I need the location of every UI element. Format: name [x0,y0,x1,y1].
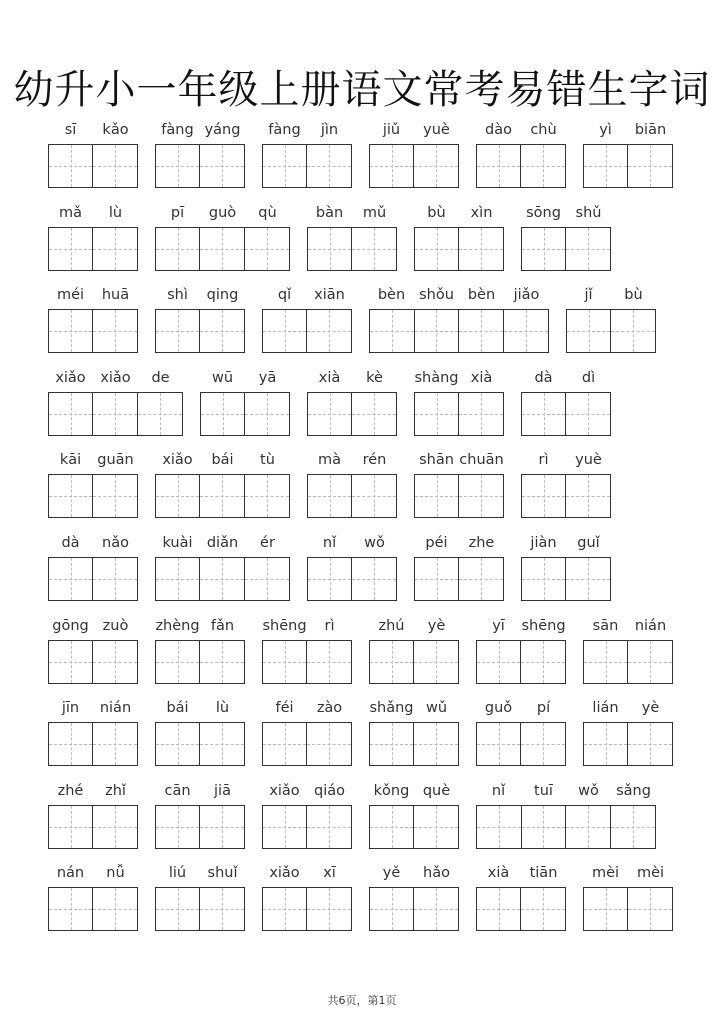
writing-box[interactable] [476,640,566,684]
writing-box[interactable] [155,557,290,601]
tian-grid-cell[interactable] [370,145,414,187]
pinyin-syllable: zhe [468,535,495,551]
writing-box[interactable] [521,392,611,436]
tian-grid-cell[interactable] [93,558,137,600]
tian-grid-cell[interactable] [415,228,459,270]
tian-grid-cell[interactable] [200,723,244,765]
tian-grid-cell[interactable] [352,558,396,600]
pinyin-syllable: jiā [214,782,231,799]
tian-grid-cell[interactable] [567,310,611,352]
pinyin-syllable: biān [634,122,667,138]
tian-grid-cell[interactable] [477,145,521,187]
word-row [0,535,724,615]
writing-box[interactable] [262,722,352,766]
writing-box[interactable] [521,474,611,518]
pinyin-syllable: fàng [268,122,301,138]
word-row [0,452,724,532]
writing-box[interactable] [369,640,459,684]
tian-grid-cell[interactable] [414,641,458,683]
pinyin-syllable: bái [166,700,189,717]
tian-grid-cell[interactable] [521,145,565,187]
tian-grid-cell[interactable] [307,145,351,187]
pinyin-syllable: nǐ [322,535,337,551]
tian-grid-cell[interactable] [201,393,245,435]
writing-box[interactable] [369,309,549,353]
writing-box[interactable] [369,144,459,188]
writing-box[interactable] [155,640,245,684]
writing-box[interactable] [414,474,504,518]
tian-grid-cell[interactable] [566,806,611,848]
pinyin-syllable: nǚ [106,865,125,882]
tian-grid-cell[interactable] [477,641,521,683]
writing-box[interactable] [48,392,183,436]
pinyin-syllable: dà [534,369,553,386]
pinyin-syllable: xiān [314,287,345,304]
pinyin-syllable: tiān [529,865,558,882]
tian-grid-cell[interactable] [307,310,351,352]
tian-grid-cell[interactable] [245,228,289,270]
pinyin-syllable: zhú [378,617,405,634]
tian-grid-cell[interactable] [308,393,352,435]
page-footer: 共6页，第1页 [327,994,397,1007]
tian-grid-cell[interactable] [156,145,200,187]
pinyin-syllable: shuǐ [207,865,238,882]
tian-grid-cell[interactable] [477,806,522,848]
writing-box[interactable] [307,392,397,436]
tian-grid-cell[interactable] [156,806,200,848]
tian-grid-cell[interactable] [370,641,414,683]
tian-grid-cell[interactable] [521,723,565,765]
pinyin-syllable: diǎn [206,535,239,551]
tian-grid-cell[interactable] [156,888,200,930]
tian-grid-cell[interactable] [200,641,244,683]
pinyin-syllable: guān [97,452,134,469]
word-row [0,865,724,945]
writing-box[interactable] [155,887,245,931]
tian-grid-cell[interactable] [414,145,458,187]
pinyin-syllable: yuè [575,452,602,469]
word-row [0,287,724,367]
pinyin-syllable: yáng [204,122,241,138]
tian-grid-cell[interactable] [263,888,307,930]
tian-grid-cell[interactable] [611,310,655,352]
pinyin-syllable: shǒu [419,287,454,304]
pinyin-syllable: sān [592,617,619,634]
tian-grid-cell[interactable] [370,806,414,848]
pinyin-syllable: bèn [467,287,496,304]
pinyin-syllable: yì [599,122,612,138]
tian-grid-cell[interactable] [370,723,414,765]
pinyin-syllable: sī [64,122,77,138]
pinyin-syllable: péi [425,535,448,551]
pinyin-syllable: chù [530,122,557,138]
writing-box[interactable] [521,227,611,271]
writing-box[interactable] [48,227,138,271]
writing-box[interactable] [583,144,673,188]
tian-grid-cell[interactable] [49,806,93,848]
pinyin-syllable: pí [536,700,551,717]
writing-box[interactable] [583,722,673,766]
tian-grid-cell[interactable] [459,310,504,352]
pinyin-syllable: ér [260,535,275,551]
tian-grid-cell[interactable] [200,310,244,352]
writing-box[interactable] [476,805,656,849]
pinyin-syllable: jiàn [530,535,557,551]
pinyin-syllable: bèn [377,287,406,304]
tian-grid-cell[interactable] [49,641,93,683]
pinyin-syllable: rén [362,452,387,469]
writing-box[interactable] [414,557,504,601]
tian-grid-cell[interactable] [566,393,610,435]
tian-grid-cell[interactable] [459,475,503,517]
pinyin-syllable: méi [56,287,85,304]
word-row [0,783,724,863]
writing-box[interactable] [307,227,397,271]
tian-grid-cell[interactable] [566,228,610,270]
tian-grid-cell[interactable] [522,228,566,270]
pinyin-syllable: mǔ [362,204,387,221]
tian-grid-cell[interactable] [307,641,351,683]
pinyin-syllable: fǎn [210,617,235,634]
tian-grid-cell[interactable] [156,641,200,683]
tian-grid-cell[interactable] [200,806,244,848]
tian-grid-cell[interactable] [522,475,566,517]
pinyin-syllable: qing [206,287,239,304]
tian-grid-cell[interactable] [49,723,93,765]
pinyin-syllable: dì [581,369,596,386]
pinyin-syllable: nǐ [491,782,506,799]
pinyin-syllable: xiǎo [269,865,300,882]
pinyin-syllable: bàn [315,204,344,221]
pinyin-syllable: mèi [591,865,620,882]
pinyin-syllable: fàng [161,122,194,138]
pinyin-syllable: zuò [102,617,129,634]
tian-grid-cell[interactable] [308,558,352,600]
writing-box[interactable] [155,474,290,518]
writing-box[interactable] [476,144,566,188]
tian-grid-cell[interactable] [566,475,610,517]
tian-grid-cell[interactable] [49,145,93,187]
tian-grid-cell[interactable] [521,888,565,930]
writing-box[interactable] [48,722,138,766]
pinyin-syllable: sōng [526,204,561,221]
tian-grid-cell[interactable] [628,145,672,187]
writing-box[interactable] [262,805,352,849]
tian-grid-cell[interactable] [628,888,672,930]
tian-grid-cell[interactable] [522,393,566,435]
tian-grid-cell[interactable] [93,806,137,848]
pinyin-syllable: wǒ [364,535,385,551]
tian-grid-cell[interactable] [459,228,503,270]
pinyin-syllable: xiǎo [162,452,193,469]
pinyin-syllable: gōng [52,617,89,634]
tian-grid-cell[interactable] [415,393,459,435]
pinyin-syllable: xiǎo [55,369,86,386]
tian-grid-cell[interactable] [93,145,137,187]
pinyin-syllable: dà [61,535,80,551]
tian-grid-cell[interactable] [477,888,521,930]
tian-grid-cell[interactable] [414,806,458,848]
tian-grid-cell[interactable] [156,310,200,352]
pinyin-syllable: hǎo [423,865,450,882]
tian-grid-cell[interactable] [49,888,93,930]
writing-box[interactable] [155,227,290,271]
tian-grid-cell[interactable] [245,475,289,517]
page-title: 幼升小一年级上册语文常考易错生字词 [13,67,711,113]
pinyin-syllable: xià [487,865,510,882]
pinyin-syllable: shǔ [575,204,602,221]
pinyin-syllable: jǐ [584,287,593,304]
pinyin-syllable: wǒ [578,782,599,799]
tian-grid-cell[interactable] [138,393,182,435]
tian-grid-cell[interactable] [414,723,458,765]
tian-grid-cell[interactable] [263,723,307,765]
tian-grid-cell[interactable] [584,641,628,683]
word-row [0,370,724,450]
tian-grid-cell[interactable] [156,558,200,600]
pinyin-syllable: sǎng [616,782,651,799]
tian-grid-cell[interactable] [504,310,548,352]
pinyin-syllable: rì [538,452,549,469]
tian-grid-cell[interactable] [307,888,351,930]
pinyin-syllable: guǐ [577,535,600,551]
pinyin-syllable: kè [366,369,383,386]
tian-grid-cell[interactable] [200,145,244,187]
tian-grid-cell[interactable] [93,641,137,683]
tian-grid-cell[interactable] [49,310,93,352]
pinyin-syllable: yè [641,700,660,717]
tian-grid-cell[interactable] [263,806,307,848]
pinyin-syllable: xià [318,369,341,386]
tian-grid-cell[interactable] [352,228,396,270]
pinyin-syllable: kǒng [373,782,410,799]
tian-grid-cell[interactable] [49,393,93,435]
tian-grid-cell[interactable] [156,723,200,765]
tian-grid-cell[interactable] [584,145,628,187]
pinyin-syllable: kuài [162,535,193,551]
pinyin-syllable: yě [382,865,401,882]
pinyin-syllable: wū [211,369,234,386]
writing-box[interactable] [155,309,245,353]
tian-grid-cell[interactable] [459,558,503,600]
writing-box[interactable] [414,392,504,436]
writing-box[interactable] [369,722,459,766]
tian-grid-cell[interactable] [414,888,458,930]
pinyin-syllable: qǐ [277,287,292,304]
pinyin-syllable: mǎ [58,204,82,221]
tian-grid-cell[interactable] [308,475,352,517]
pinyin-syllable: guǒ [484,700,513,717]
writing-box[interactable] [566,309,656,353]
writing-box[interactable] [583,640,673,684]
writing-box[interactable] [583,887,673,931]
pinyin-syllable: shǎng [369,700,414,717]
tian-grid-cell[interactable] [415,310,460,352]
writing-box[interactable] [155,722,245,766]
tian-grid-cell[interactable] [522,558,566,600]
pinyin-syllable: xìn [470,204,493,221]
writing-box[interactable] [476,722,566,766]
pinyin-syllable: liú [168,865,187,882]
pinyin-syllable: bù [624,287,643,304]
writing-box[interactable] [200,392,290,436]
word-row [0,618,724,698]
tian-grid-cell[interactable] [93,393,137,435]
writing-box[interactable] [369,805,459,849]
pinyin-syllable: nǎo [102,535,129,551]
pinyin-syllable: chuān [459,452,504,469]
writing-box[interactable] [48,887,138,931]
tian-grid-cell[interactable] [200,475,244,517]
word-row [0,700,724,780]
tian-grid-cell[interactable] [308,228,352,270]
pinyin-syllable: shēng [262,617,307,634]
pinyin-syllable: huā [101,287,130,304]
writing-box[interactable] [476,887,566,931]
tian-grid-cell[interactable] [370,310,415,352]
writing-box[interactable] [307,557,397,601]
pinyin-syllable: yuè [423,122,450,138]
writing-box[interactable] [155,805,245,849]
tian-grid-cell[interactable] [200,558,244,600]
tian-grid-cell[interactable] [352,475,396,517]
writing-box[interactable] [307,474,397,518]
pinyin-syllable: kāi [59,452,82,469]
tian-grid-cell[interactable] [200,228,244,270]
writing-box[interactable] [262,640,352,684]
pinyin-syllable: nán [56,865,85,882]
writing-box[interactable] [262,309,352,353]
writing-box[interactable] [521,557,611,601]
writing-box[interactable] [48,640,138,684]
tian-grid-cell[interactable] [521,641,565,683]
tian-grid-cell[interactable] [263,145,307,187]
pinyin-syllable: tuī [534,782,553,799]
writing-box[interactable] [262,144,352,188]
pinyin-syllable: què [422,782,451,799]
pinyin-syllable: shān [419,452,454,469]
tian-grid-cell[interactable] [49,228,93,270]
tian-grid-cell[interactable] [49,558,93,600]
tian-grid-cell[interactable] [611,806,655,848]
tian-grid-cell[interactable] [370,888,414,930]
tian-grid-cell[interactable] [200,888,244,930]
tian-grid-cell[interactable] [156,475,200,517]
pinyin-syllable: zhǐ [105,782,126,799]
tian-grid-cell[interactable] [156,228,200,270]
pinyin-syllable: dào [485,122,512,138]
pinyin-syllable: shàng [414,369,459,386]
tian-grid-cell[interactable] [566,558,610,600]
writing-box[interactable] [414,227,504,271]
pinyin-syllable: nián [634,617,667,634]
tian-grid-cell[interactable] [93,723,137,765]
tian-grid-cell[interactable] [307,723,351,765]
writing-box[interactable] [48,474,138,518]
pinyin-syllable: rì [324,617,335,634]
pinyin-syllable: bù [427,204,446,221]
word-row [0,122,724,202]
pinyin-syllable: bái [211,452,234,469]
writing-box[interactable] [155,144,245,188]
tian-grid-cell[interactable] [584,723,628,765]
pinyin-syllable: zhèng [155,617,200,634]
tian-grid-cell[interactable] [459,393,503,435]
pinyin-syllable: shēng [521,617,566,634]
pinyin-syllable: qiáo [314,782,345,799]
tian-grid-cell[interactable] [93,888,137,930]
writing-box[interactable] [48,309,138,353]
tian-grid-cell[interactable] [93,228,137,270]
writing-box[interactable] [48,144,138,188]
word-row [0,205,724,285]
tian-grid-cell[interactable] [628,641,672,683]
pinyin-syllable: cān [164,782,191,799]
pinyin-syllable: tù [260,452,275,469]
tian-grid-cell[interactable] [263,310,307,352]
tian-grid-cell[interactable] [245,393,289,435]
pinyin-syllable: de [151,369,170,386]
tian-grid-cell[interactable] [415,475,459,517]
pinyin-syllable: zhé [57,782,84,799]
writing-box[interactable] [369,887,459,931]
pinyin-syllable: jiǎo [513,287,540,304]
pinyin-syllable: zào [316,700,343,717]
pinyin-syllable: yā [258,369,277,386]
pinyin-syllable: mèi [636,865,665,882]
writing-box[interactable] [262,887,352,931]
writing-box[interactable] [48,557,138,601]
pinyin-syllable: yī [492,617,505,634]
tian-grid-cell[interactable] [307,806,351,848]
pinyin-syllable: yè [427,617,446,634]
pinyin-syllable: qù [258,204,277,221]
pinyin-syllable: jīn [61,700,80,717]
tian-grid-cell[interactable] [245,558,289,600]
tian-grid-cell[interactable] [93,475,137,517]
tian-grid-cell[interactable] [263,641,307,683]
tian-grid-cell[interactable] [584,888,628,930]
pinyin-syllable: jiǔ [382,122,401,138]
pinyin-syllable: wǔ [425,700,448,717]
pinyin-syllable: xī [323,865,336,882]
pinyin-syllable: xià [470,369,493,386]
pinyin-syllable: guò [208,204,237,221]
tian-grid-cell[interactable] [628,723,672,765]
pinyin-syllable: shì [167,287,188,304]
pinyin-syllable: féi [275,700,294,717]
pinyin-syllable: jìn [320,122,339,138]
tian-grid-cell[interactable] [522,806,567,848]
tian-grid-cell[interactable] [93,310,137,352]
pinyin-syllable: lù [215,700,230,717]
pinyin-syllable: kǎo [102,122,129,138]
pinyin-syllable: lián [592,700,619,717]
tian-grid-cell[interactable] [352,393,396,435]
writing-box[interactable] [48,805,138,849]
pinyin-syllable: mà [317,452,341,469]
pinyin-syllable: nián [99,700,132,717]
pinyin-syllable: lù [108,204,123,221]
tian-grid-cell[interactable] [415,558,459,600]
pinyin-syllable: pī [170,204,185,221]
pinyin-syllable: xiǎo [100,369,131,386]
pinyin-syllable: xiǎo [269,782,300,799]
tian-grid-cell[interactable] [49,475,93,517]
tian-grid-cell[interactable] [477,723,521,765]
